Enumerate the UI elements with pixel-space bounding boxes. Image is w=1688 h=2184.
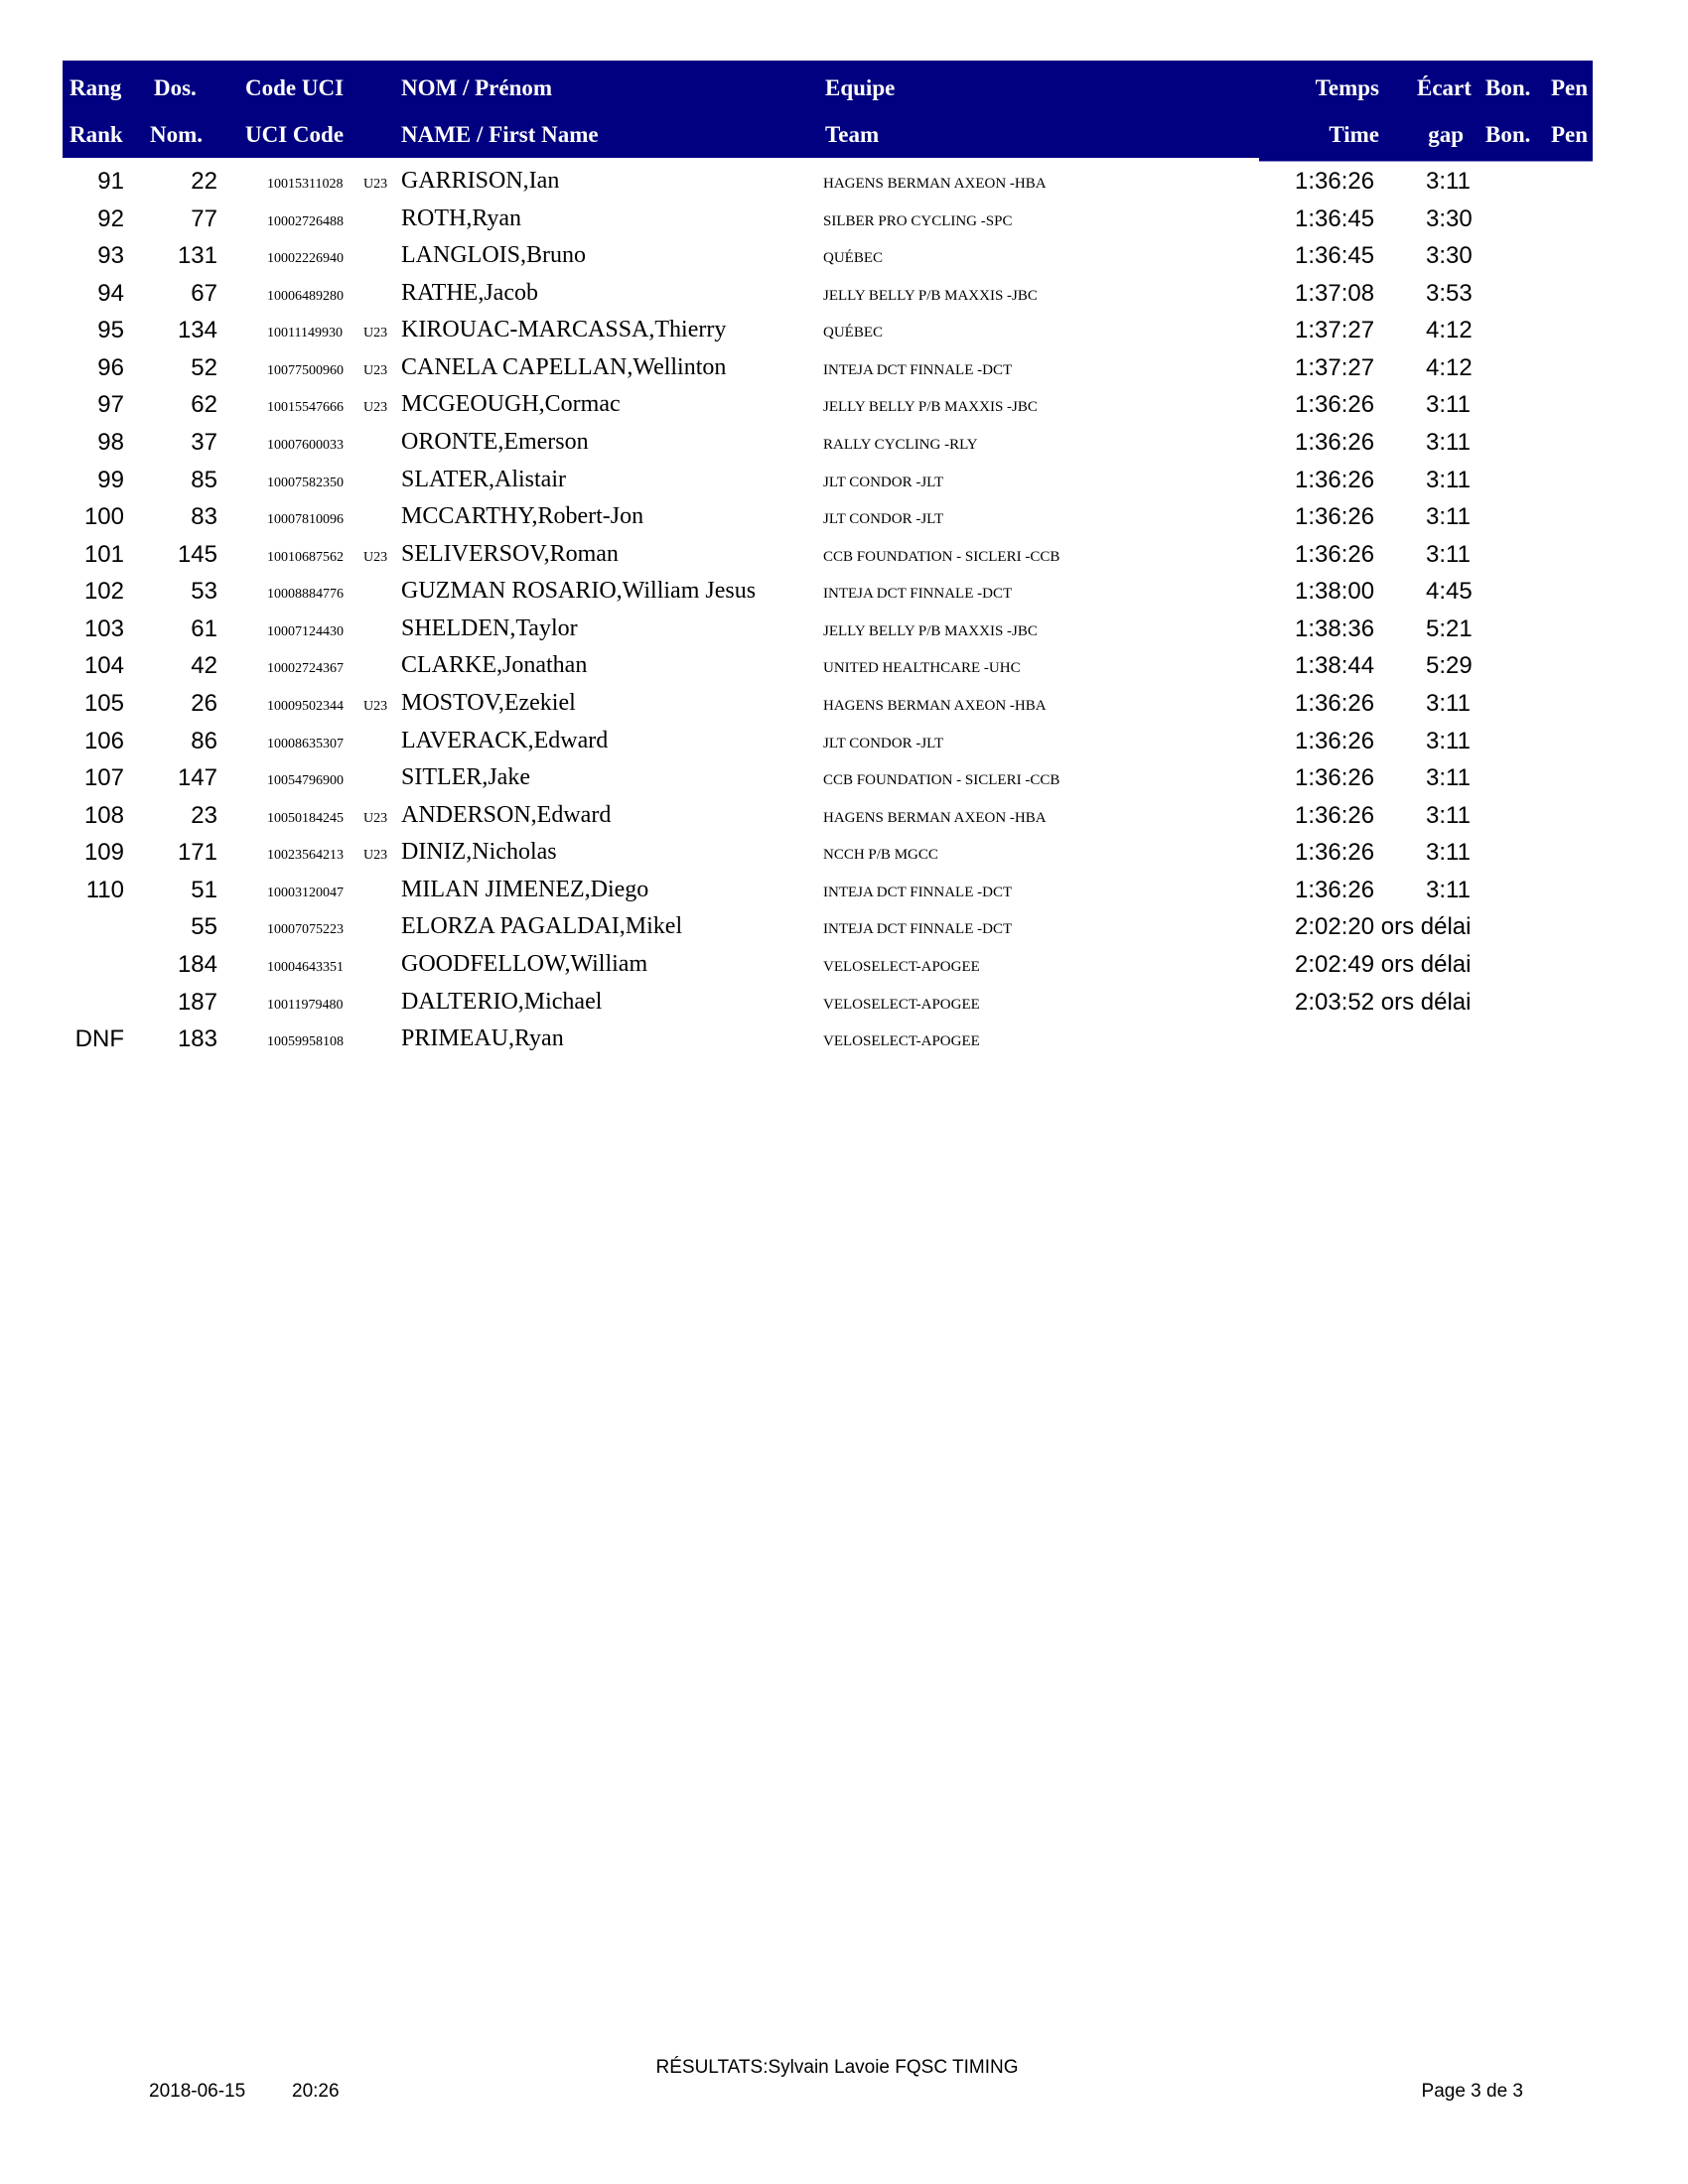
- row-bib: 187: [177, 988, 217, 1016]
- row-time: 1:37:27: [1295, 317, 1375, 344]
- row-rank: 109: [83, 839, 124, 867]
- row-team: JLT CONDOR -JLT: [823, 511, 944, 528]
- row-category: U23: [363, 848, 388, 864]
- header-bonus-en: Bon.: [1485, 122, 1531, 147]
- row-time: 1:38:00: [1295, 578, 1375, 606]
- row-gap: 3:30: [1426, 205, 1473, 232]
- header-rank-en: Rank: [70, 122, 123, 147]
- row-gap: 5:29: [1426, 652, 1473, 680]
- row-uci-code: 10003120047: [267, 885, 344, 900]
- row-team: VELOSELECT-APOGEE: [823, 1033, 980, 1050]
- row-bib: 184: [177, 950, 217, 978]
- row-team: CCB FOUNDATION - SICLERI -CCB: [823, 772, 1060, 789]
- row-time: 2:02:20 ors délai: [1295, 913, 1472, 941]
- row-time: 1:36:45: [1295, 242, 1375, 270]
- row-time: 1:36:26: [1295, 168, 1375, 195]
- row-uci-code: 10007600033: [267, 437, 344, 453]
- row-name: MCCARTHY,Robert-Jon: [401, 503, 644, 530]
- footer-time: 20:26: [292, 2081, 340, 2102]
- row-uci-code: 10054796900: [267, 773, 344, 789]
- row-time: 1:36:26: [1295, 428, 1375, 456]
- row-time: 1:36:26: [1295, 503, 1375, 531]
- row-time: 1:36:26: [1295, 689, 1375, 717]
- row-team: RALLY CYCLING -RLY: [823, 436, 978, 453]
- row-gap: 3:11: [1426, 727, 1471, 754]
- row-name: PRIMEAU,Ryan: [401, 1025, 564, 1052]
- row-time: 1:36:26: [1295, 466, 1375, 493]
- row-bib: 67: [191, 279, 217, 307]
- row-bib: 23: [191, 801, 217, 829]
- row-name: MILAN JIMENEZ,Diego: [401, 876, 649, 902]
- row-uci-code: 10015547666: [267, 400, 344, 416]
- row-time: 1:36:26: [1295, 764, 1375, 792]
- row-gap: 3:11: [1426, 540, 1471, 568]
- row-uci-code: 10009502344: [267, 698, 344, 714]
- row-team: INTEJA DCT FINNALE -DCT: [823, 921, 1013, 938]
- row-gap: 3:11: [1426, 801, 1471, 829]
- row-time: 1:38:36: [1295, 614, 1375, 642]
- row-name: LAVERACK,Edward: [401, 727, 609, 753]
- row-time: 1:37:08: [1295, 279, 1375, 307]
- row-rank: DNF: [74, 1025, 124, 1053]
- row-bib: 83: [191, 503, 217, 531]
- row-gap: 4:12: [1426, 353, 1473, 381]
- row-uci-code: 10077500960: [267, 362, 344, 378]
- row-gap: 3:11: [1426, 689, 1471, 717]
- header-gap-fr: Écart: [1417, 75, 1472, 100]
- row-rank: 105: [83, 689, 124, 717]
- row-time: 2:03:52 ors délai: [1295, 988, 1472, 1016]
- row-name: SITLER,Jake: [401, 764, 530, 791]
- row-bib: 52: [191, 353, 217, 381]
- row-name: DINIZ,Nicholas: [401, 839, 557, 866]
- header-penalty-en: Pen: [1551, 122, 1589, 147]
- row-gap: 3:11: [1426, 466, 1471, 493]
- row-time: 1:36:45: [1295, 205, 1375, 232]
- row-gap: 4:45: [1426, 578, 1473, 606]
- table-header-extension: [1259, 149, 1593, 162]
- row-gap: 3:11: [1426, 391, 1471, 419]
- header-rank-fr: Rang: [70, 75, 122, 100]
- row-category: U23: [363, 549, 388, 565]
- row-rank: 95: [97, 317, 124, 344]
- header-name-fr: NOM / Prénom: [401, 75, 553, 100]
- row-uci-code: 10007124430: [267, 623, 344, 639]
- row-bib: 37: [191, 428, 217, 456]
- row-category: U23: [363, 177, 388, 192]
- row-team: VELOSELECT-APOGEE: [823, 958, 980, 975]
- row-rank: 100: [83, 503, 124, 531]
- row-category: U23: [363, 400, 388, 416]
- row-uci-code: 10006489280: [267, 288, 344, 304]
- row-rank: 96: [97, 353, 124, 381]
- row-name: GARRISON,Ian: [401, 168, 560, 194]
- row-rank: 106: [83, 727, 124, 754]
- row-bib: 77: [191, 205, 217, 232]
- row-team: INTEJA DCT FINNALE -DCT: [823, 884, 1013, 900]
- row-rank: 102: [83, 578, 124, 606]
- row-time: 1:36:26: [1295, 540, 1375, 568]
- row-time: 1:37:27: [1295, 353, 1375, 381]
- row-bib: 85: [191, 466, 217, 493]
- row-bib: 131: [177, 242, 217, 270]
- row-rank: 99: [97, 466, 124, 493]
- row-bib: 171: [177, 839, 217, 867]
- row-bib: 55: [191, 913, 217, 941]
- row-rank: 92: [97, 205, 124, 232]
- row-bib: 53: [191, 578, 217, 606]
- row-gap: 3:30: [1426, 242, 1473, 270]
- row-gap: 3:11: [1426, 839, 1471, 867]
- row-uci-code: 10002726488: [267, 213, 344, 229]
- row-bib: 147: [177, 764, 217, 792]
- header-penalty-fr: Pen: [1551, 75, 1589, 100]
- row-time: 2:02:49 ors délai: [1295, 950, 1472, 978]
- row-team: HAGENS BERMAN AXEON -HBA: [823, 176, 1047, 192]
- header-gap-en: gap: [1428, 122, 1464, 147]
- row-bib: 26: [191, 689, 217, 717]
- header-time-en: Time: [1329, 122, 1379, 147]
- row-name: RATHE,Jacob: [401, 279, 538, 306]
- row-team: QUÉBEC: [823, 250, 883, 267]
- row-rank: 104: [83, 652, 124, 680]
- row-name: GUZMAN ROSARIO,William Jesus: [401, 578, 757, 605]
- row-team: INTEJA DCT FINNALE -DCT: [823, 361, 1013, 378]
- row-bib: 183: [177, 1025, 217, 1053]
- row-uci-code: 10008635307: [267, 736, 344, 751]
- header-bonus-fr: Bon.: [1485, 75, 1531, 100]
- row-time: 1:36:26: [1295, 727, 1375, 754]
- header-uci-fr: Code UCI: [245, 75, 345, 100]
- row-uci-code: 10007582350: [267, 475, 344, 490]
- row-category: U23: [363, 810, 388, 826]
- row-name: MOSTOV,Ezekiel: [401, 689, 576, 716]
- row-uci-code: 10007075223: [267, 922, 344, 938]
- row-name: ANDERSON,Edward: [401, 801, 612, 828]
- header-bib-en: Nom.: [150, 122, 204, 147]
- row-uci-code: 10050184245: [267, 810, 344, 826]
- row-rank: 97: [97, 391, 124, 419]
- row-team: JELLY BELLY P/B MAXXIS -JBC: [823, 287, 1038, 304]
- row-team: NCCH P/B MGCC: [823, 847, 938, 864]
- header-team-en: Team: [825, 122, 880, 147]
- row-team: QUÉBEC: [823, 325, 883, 341]
- row-team: UNITED HEALTHCARE -UHC: [823, 660, 1021, 677]
- row-team: HAGENS BERMAN AXEON -HBA: [823, 809, 1047, 826]
- row-uci-code: 10010687562: [267, 549, 344, 565]
- row-name: SLATER,Alistair: [401, 466, 566, 492]
- row-team: CCB FOUNDATION - SICLERI -CCB: [823, 548, 1060, 565]
- row-time: 1:36:26: [1295, 876, 1375, 903]
- row-name: ROTH,Ryan: [401, 205, 522, 231]
- row-name: KIROUAC-MARCASSA,Thierry: [401, 317, 727, 343]
- row-team: JLT CONDOR -JLT: [823, 474, 944, 490]
- footer-page-number: Page 3 de 3: [1421, 2081, 1523, 2102]
- row-rank: 110: [85, 876, 124, 903]
- row-bib: 134: [177, 317, 217, 344]
- row-uci-code: 10002226940: [267, 251, 344, 267]
- row-gap: 5:21: [1426, 614, 1473, 642]
- header-bib-fr: Dos.: [154, 75, 197, 100]
- row-name: MCGEOUGH,Cormac: [401, 391, 621, 418]
- footer-date: 2018-06-15: [149, 2081, 246, 2102]
- row-gap: 3:53: [1426, 279, 1473, 307]
- row-name: ELORZA PAGALDAI,Mikel: [401, 913, 683, 940]
- row-rank: 91: [97, 168, 124, 195]
- row-name: CANELA CAPELLAN,Wellinton: [401, 353, 727, 380]
- header-time-fr: Temps: [1315, 75, 1379, 100]
- row-time: 1:36:26: [1295, 391, 1375, 419]
- row-rank: 101: [83, 540, 124, 568]
- row-bib: 22: [191, 168, 217, 195]
- row-team: JLT CONDOR -JLT: [823, 735, 944, 751]
- header-team-fr: Equipe: [825, 75, 896, 100]
- row-gap: 4:12: [1426, 317, 1473, 344]
- row-gap: 3:11: [1426, 764, 1471, 792]
- row-name: DALTERIO,Michael: [401, 988, 603, 1015]
- row-gap: 3:11: [1426, 876, 1471, 903]
- row-category: U23: [363, 698, 388, 714]
- row-time: 1:38:44: [1295, 652, 1375, 680]
- row-rank: 108: [83, 801, 124, 829]
- row-bib: 62: [191, 391, 217, 419]
- row-name: CLARKE,Jonathan: [401, 652, 588, 679]
- row-uci-code: 10059958108: [267, 1034, 344, 1050]
- row-uci-code: 10002724367: [267, 661, 344, 677]
- row-bib: 61: [191, 614, 217, 642]
- row-time: 1:36:26: [1295, 801, 1375, 829]
- row-rank: 103: [83, 614, 124, 642]
- row-gap: 3:11: [1426, 168, 1471, 195]
- row-category: U23: [363, 362, 388, 378]
- row-gap: 3:11: [1426, 428, 1471, 456]
- row-team: SILBER PRO CYCLING -SPC: [823, 212, 1013, 229]
- row-uci-code: 10015311028: [267, 177, 344, 192]
- row-category: U23: [363, 326, 388, 341]
- row-bib: 86: [191, 727, 217, 754]
- row-uci-code: 10011979480: [267, 997, 344, 1013]
- header-name-en: NAME / First Name: [401, 122, 599, 147]
- row-uci-code: 10023564213: [267, 848, 344, 864]
- footer-title: RÉSULTATS:Sylvain Lavoie FQSC TIMING: [655, 2057, 1019, 2078]
- row-team: JELLY BELLY P/B MAXXIS -JBC: [823, 622, 1038, 639]
- row-uci-code: 10011149930: [267, 326, 343, 341]
- row-team: HAGENS BERMAN AXEON -HBA: [823, 697, 1047, 714]
- row-rank: 94: [97, 279, 124, 307]
- row-bib: 51: [191, 876, 217, 903]
- row-rank: 93: [97, 242, 124, 270]
- row-uci-code: 10007810096: [267, 512, 344, 528]
- row-team: JELLY BELLY P/B MAXXIS -JBC: [823, 399, 1038, 416]
- row-name: LANGLOIS,Bruno: [401, 242, 586, 269]
- row-name: GOODFELLOW,William: [401, 950, 648, 977]
- header-uci-en: UCI Code: [245, 122, 345, 147]
- row-bib: 145: [177, 540, 217, 568]
- row-name: ORONTE,Emerson: [401, 428, 589, 455]
- row-team: INTEJA DCT FINNALE -DCT: [823, 586, 1013, 603]
- row-name: SHELDEN,Taylor: [401, 614, 578, 641]
- row-gap: 3:11: [1426, 503, 1471, 531]
- row-rank: 98: [97, 428, 124, 456]
- row-time: 1:36:26: [1295, 839, 1375, 867]
- row-uci-code: 10008884776: [267, 587, 344, 603]
- row-team: VELOSELECT-APOGEE: [823, 996, 980, 1013]
- row-rank: 107: [83, 764, 124, 792]
- row-bib: 42: [191, 652, 217, 680]
- row-name: SELIVERSOV,Roman: [401, 540, 619, 567]
- row-uci-code: 10004643351: [267, 959, 344, 975]
